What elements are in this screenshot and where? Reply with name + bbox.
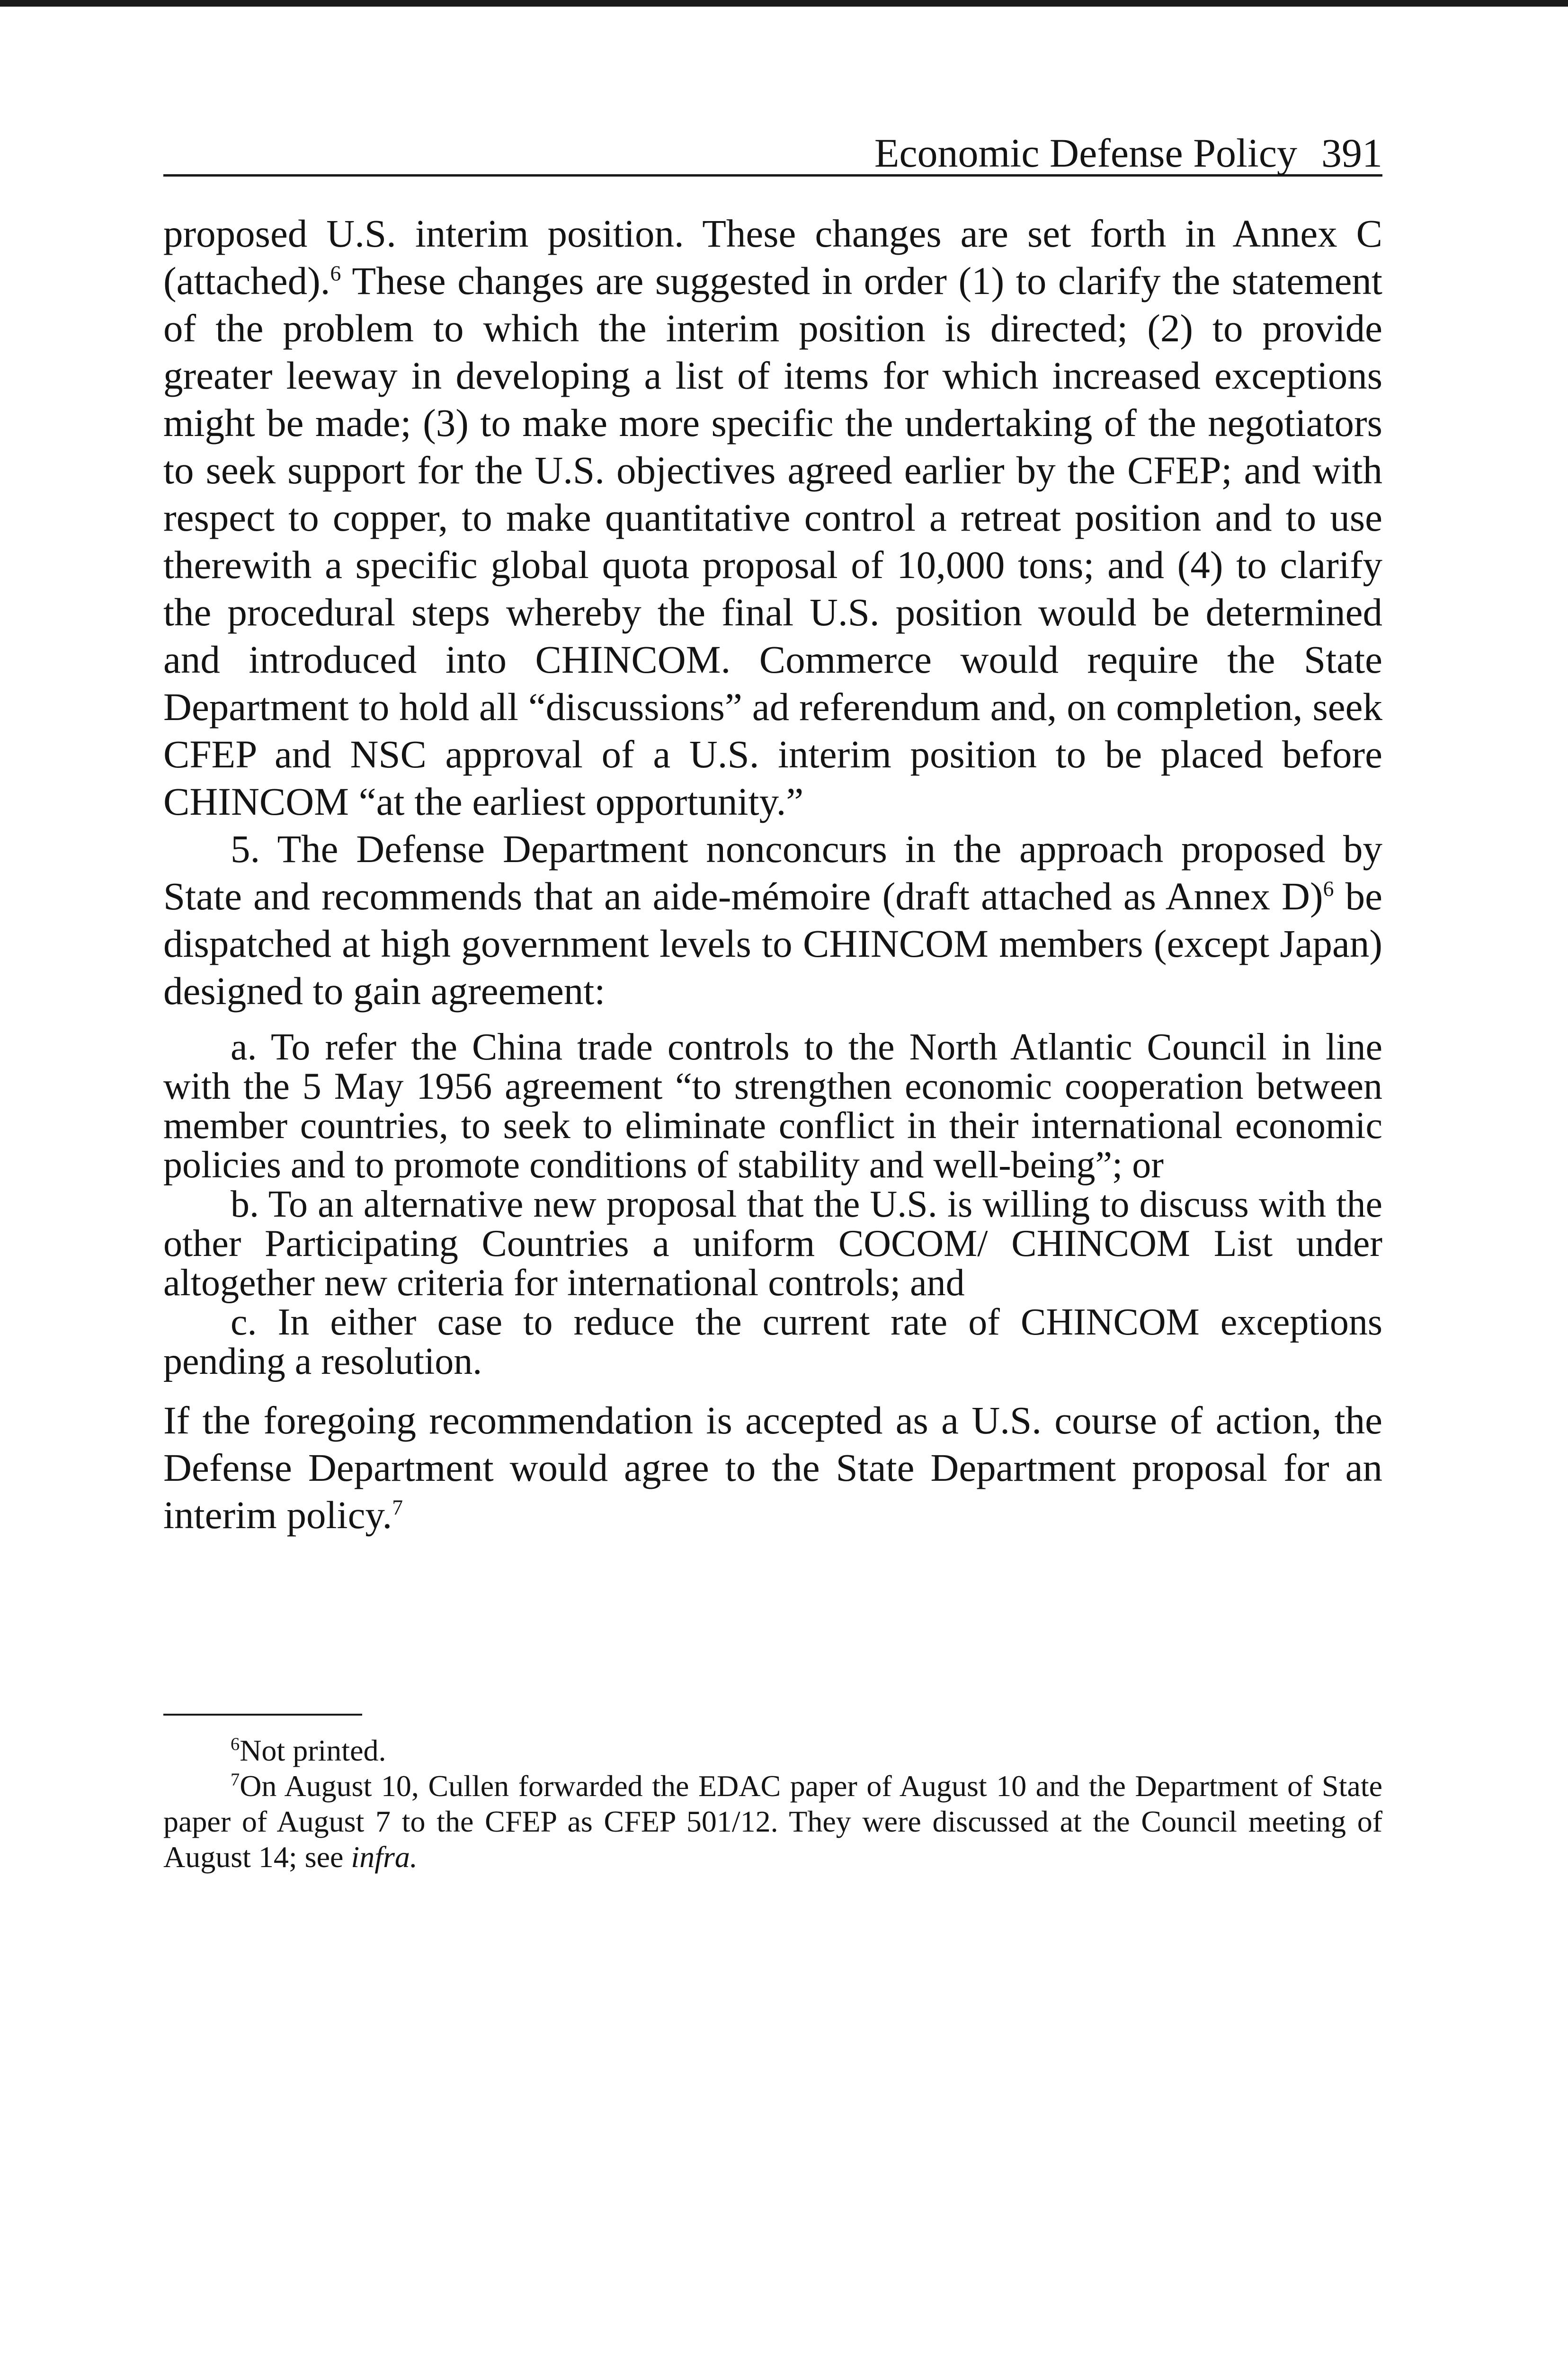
footnote-6 — [163, 1733, 1382, 1768]
paragraph-text-cont: be dispatched at high government levels to CHINCOM members (except Japan) designed to gain agreement: — [163, 874, 1382, 1013]
running-title: Economic Defense Policy — [874, 130, 1297, 176]
footnote-divider — [163, 1714, 362, 1716]
footnote-mark: 6 — [231, 1734, 240, 1754]
footnote-ref-6: 6 — [1323, 876, 1334, 901]
subitem-b: b. To an alternative new proposal that the U.S. is willing to discuss with the other Participating Countries a uniform COCOM/ CHINCOM List under altogether new criteria for international controls; and — [163, 1184, 1382, 1304]
paragraph-text-cont: These changes are suggested in order (1) to clarify the statement of the problem to which the interim position is directed; (2) to provide greater leeway in developing a list of items for which increased exceptions might be made; (3) to make more specific the undertaking of the negotiators to seek support for the U.S. objectives agreed earlier by the CFEP; and with respect to copper, to make quantitative control a retreat position and to use therewith a specific global quota proposal of 10,000 tons; and (4) to clarify the procedural steps whereby the final U.S. position would be determined and introduced into CHINCOM. Commerce would require the State Department to hold all “discussions” ad referendum and, on completion, seek CFEP and NSC approval of a U.S. interim position to be placed before CHINCOM “at the earliest opportunity.” — [163, 259, 1382, 823]
running-header — [163, 127, 1382, 177]
subitem-c: c. In either case to reduce the current rate of CHINCOM exceptions pending a resolution. — [163, 1301, 1382, 1382]
paragraph-closing — [163, 1397, 1382, 1539]
footnote-7 — [163, 1768, 1382, 1875]
page-number: 391 — [1321, 130, 1382, 176]
footnote-text: On August 10, Cullen forwarded the EDAC paper of August 10 and the Department of State paper of August 7 to the CFEP as CFEP 501/12. They were discussed at the Council meeting of August 14; see — [163, 1769, 1382, 1874]
footnote-mark: 7 — [231, 1770, 240, 1790]
footnote-ref-6: 6 — [330, 261, 341, 285]
top-edge-rule — [0, 0, 1568, 7]
footnote-italic-ref: infra. — [351, 1840, 418, 1874]
body-text — [163, 210, 1382, 1539]
footnote-ref-7: 7 — [392, 1495, 403, 1520]
agreement-subitems — [163, 1028, 1382, 1381]
paragraph-text: If the foregoing recommendation is accepted as a U.S. course of action, the Defense Department would agree to the State Department proposal for an interim policy. — [163, 1398, 1382, 1537]
footnotes — [163, 1733, 1382, 1875]
footnote-text: Not printed. — [240, 1734, 386, 1767]
paragraph-interim-position — [163, 210, 1382, 825]
paragraph-text: proposed U.S. interim position. These changes are set forth in Annex C (attached). — [163, 212, 1382, 303]
paragraph-defense-nonconcurs — [163, 825, 1382, 1014]
paragraph-text: 5. The Defense Department nonconcurs in the approach proposed by State and recommends that an aide-mémoire (draft attached as Annex D) — [163, 827, 1382, 918]
subitem-a: a. To refer the China trade controls to the North Atlantic Council in line with the 5 May 1956 agreement “to strengthen economic cooperation between member countries, to seek to eliminate conflict in their international economic policies and to promote conditions of stability and well-being”; or — [163, 1026, 1382, 1186]
